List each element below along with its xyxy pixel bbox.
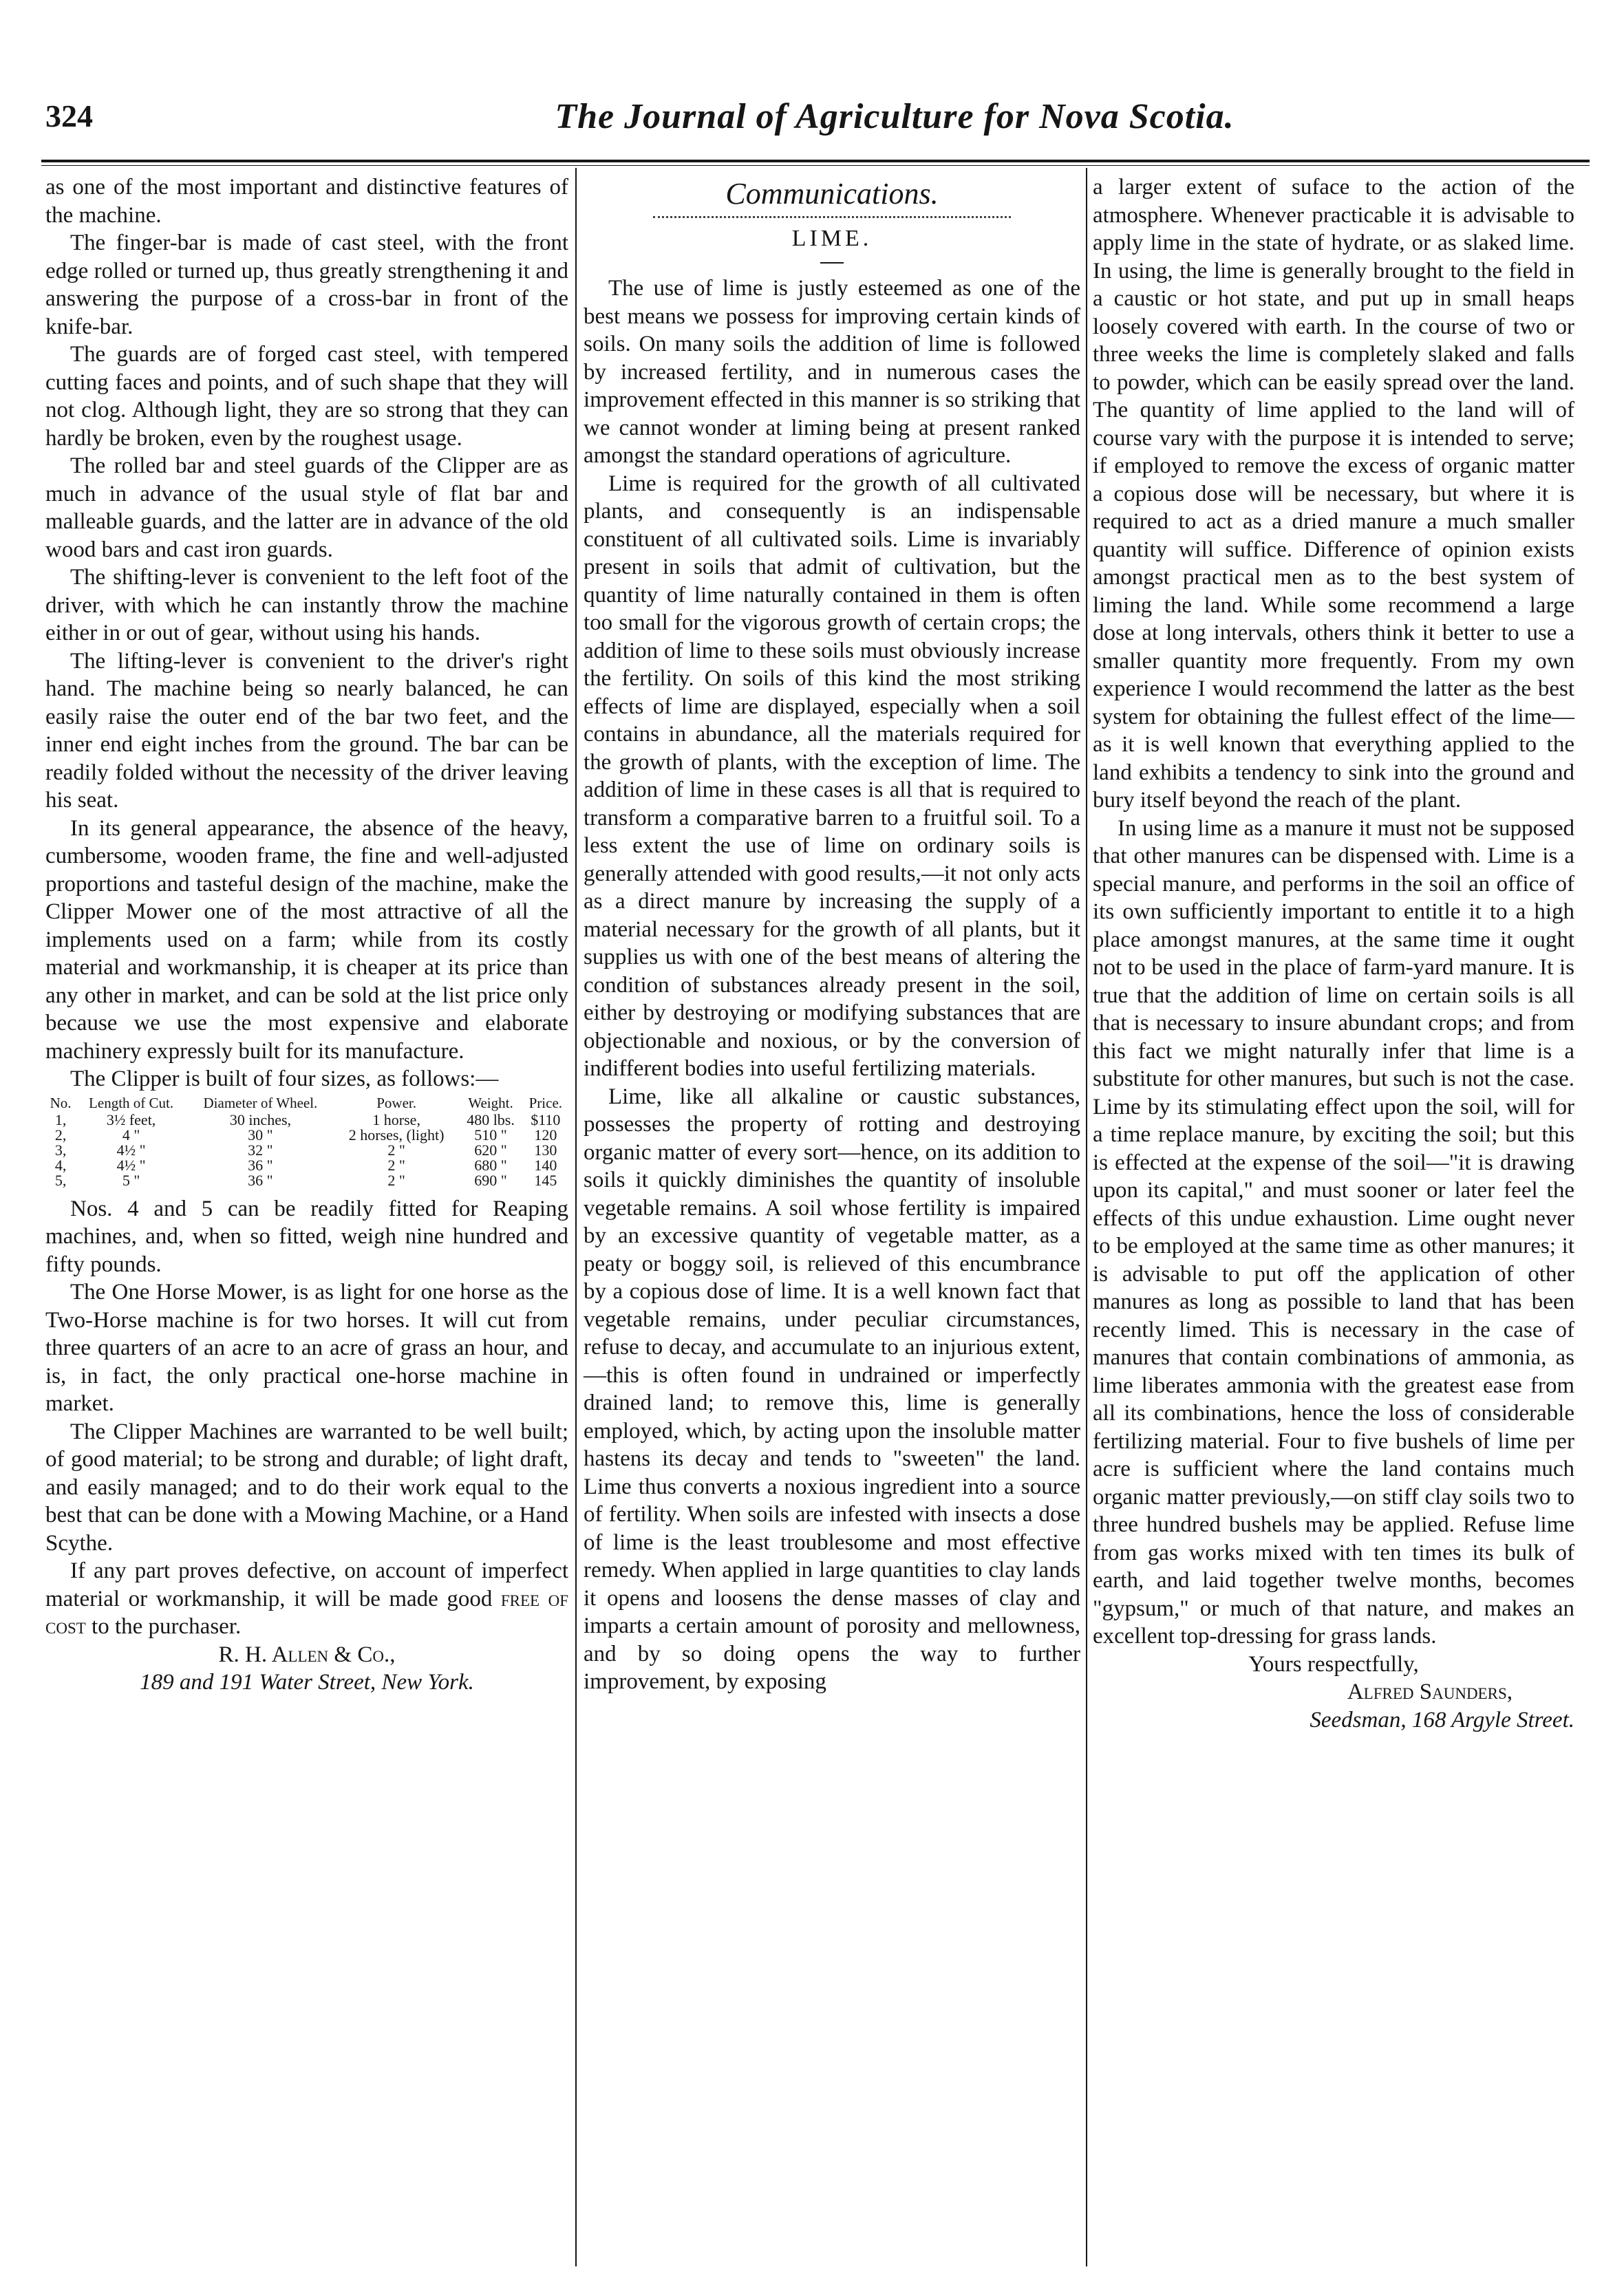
paragraph-text: If any part proves defective, on account of imperfect material or workmanship, it will be made good [45,1558,568,1611]
table-row [45,1128,568,1143]
running-head: The Journal of Agriculture for Nova Scotia. [555,97,1235,136]
table-cell: 1, [54,1111,67,1128]
table-cell: 30 inches, [229,1111,292,1128]
price-table-header: Price. [528,1094,563,1111]
table-cell: 4½ " [116,1141,146,1159]
letter-closing: Yours respectfully, [1248,1651,1419,1677]
paragraph: a larger extent of suface to the action of the atmosphere. Whenever practicable it is advisable to apply lime in the state of hydrate, or as slaked lime. In using, the lime is generally brought to the field in a caustic or hot state, and put up in small heaps loosely covered with earth. In the course of two or three weeks the lime is completely slaked and falls to powder, which can be easily spread over the land. The quantity of lime applied to the land will of course vary with the purpose it is intended to serve; if employed to remove the excess of organic matter a copious dose will be necessary, but where it is required to act as a dried manure a much smaller quantity will suffice. Difference of opinion exists amongst practical men as to the best system of liming the land. While some recommend a large dose at long intervals, others think it better to use a smaller quantity more frequently. From my own experience I would recommend the latter as the best system for obtaining the fullest effect of the lime—as it is well known that everything applied to the land exhibits a tendency to sink into the ground and bury itself beyond the reach of the plant. [1093,175,1574,813]
letter-address: Seedsman, 168 Argyle Street. [1310,1707,1574,1732]
column-2 [584,173,1080,1696]
page-number: 324 [45,98,93,133]
paragraph: as one of the most important and distinctive features of the machine. [45,175,568,228]
paragraph: In using lime as a manure it must not be supposed that other manures can be dispensed with. Lime is a special manure, and performs in the soil an office of its own sufficiently important to entitle it to a high place amongst manures, at the same time it ought not to be used in the place of farm-yard manure. It is true that the addition of lime on certain soils is all that is necessary to insure abundant crops; and from this fact we might naturally infer that lime is a substitute for other manures, but such is not the case. Lime by its stimulating effect upon the soil, will for a time replace manure, by exciting the soil; but this is effected at the expense of the soil—"it is drawing upon its capital," and must sooner or later feel the effects of this undue exhaustion. Lime ought never to be employed at the same time as other manures; it is advisable to put off the application of other manures as long as possible to land that has been recently limed. This is necessary in the case of manures that contain combinations of ammonia, as lime liberates ammonia with the greatest ease from all its combinations, hence the loss of considerable fertilizing material. Four to five bushels of lime per acre is sufficient where the land contains much organic matter previously,—on stiff clay soils two to three hundred bushels may be applied. Refuse lime from gas works mixed with ten times its bulk of earth, and laid together twelve months, becomes "gypsum," or much of that nature, and makes an excellent top-dressing for grass lands. [1093,815,1574,1649]
paragraph: Lime, like all alkaline or caustic substances, possesses the property of rotting and destroying organic matter of every sort—hence, on its addition to soils it quickly diminishes the quantity of insoluble vegetable remains. A soil whose fertility is impaired by an excessive quantity of vegetable matter, as a peaty or boggy soil, is relieved of this encumbrance by a copious dose of lime. It is a well known fact that vegetable remains, under peculiar circumstances, refuse to decay, and accumulate to an injurious extent,—this is often found in undrained or imperfectly drained land; to remove this, lime is generally employed, which, by acting upon the insoluble matter hastens its decay and tends to "sweeten" the land. Lime thus converts a noxious ingredient into a source of fertility. When soils are infested with insects a dose of lime is the least troublesome and most effective remedy. When applied in large quantities to clay lands it opens and loosens the dense masses of clay and imparts a certain amount of porosity and mellowness, and by so doing opens the way to further improvement, by exposing [584,1084,1080,1694]
column-3 [1093,173,1574,1734]
table-cell: 5 " [122,1171,140,1189]
paragraph-text: to the purchaser. [85,1614,242,1639]
free-of-cost-text: free of cost [45,1586,568,1639]
header-rule-thin [41,165,1590,166]
price-table-header: No. [50,1094,72,1111]
price-table-header: Power. [376,1094,416,1111]
table-cell: 36 " [248,1171,273,1189]
table-cell: 140 [534,1156,557,1174]
paragraph: Lime is required for the growth of all cultivated plants, and consequently is an indispensable constituent of all cultivated soils. Lime is invariably present in soils that admit of cultivation, but the quantity of lime naturally contained in them is often too small for the vigorous growth of certain crops; the addition of lime to these soils must obviously increase the fertility. On soils of this kind the most striking effects of lime are displayed, especially when a soil contains in abundance, all the materials required for the growth of plants, with the exception of lime. The addition of lime in these cases is all that is required to transform a comparative barren to a fruitful soil. To a less extent the use of lime on ordinary soils is generally attended with good results,—it not only acts as a direct manure by increasing the supply of a material necessary for the growth of all plants, but it supplies us with one of the best means of altering the condition of substances already present in the soil, either by destroying or modifying substances that are objectionable and noxious, or by the conversion of indifferent bodies into useful fertilizing materials. [584,471,1080,1081]
paragraph: The Clipper is built of four sizes, as follows:— [70,1066,499,1091]
column-rule-2 [1086,168,1087,2266]
paragraph: The One Horse Mower, is as light for one horse as the Two-Horse machine is for two horses. It will cut from three quarters of an acre to an acre of grass an hour, and is, in fact, the only practical one-horse machine in market. [45,1280,568,1416]
paragraph: The shifting-lever is convenient to the left foot of the driver, with which he can instantly throw the machine either in or out of gear, without using his hands. [45,565,568,645]
paragraph: In its general appearance, the absence of the heavy, cumbersome, wooden frame, the fine and well-adjusted proportions and tasteful design of the machine, make the Clipper Mower one of the most attractive of all the implements used on a farm; while from its costly material and workmanship, it is cheaper at its price than any other in market, and can be sold at the list price only because we use the most expensive and elaborate machinery expressly built for its manufacture. [45,815,568,1064]
price-table-header-row [45,1096,568,1113]
paragraph: Nos. 4 and 5 can be readily fitted for Reaping machines, and, when so fitted, weigh nine hundred and fifty pounds. [45,1196,568,1277]
title-rule [820,262,844,264]
table-cell: 620 " [474,1141,507,1159]
advertiser-signature: R. H. Allen & Co., [218,1642,396,1667]
table-row [45,1113,568,1128]
table-row [45,1143,568,1158]
table-cell: 145 [534,1171,557,1189]
price-table-header: Weight. [468,1094,513,1111]
paragraph: The Clipper Machines are warranted to be well built; of good material; to be strong and durable; of light draft, and easily managed; and to do their work equal to the best that can be done with a Mowing Machine, or a Hand Scythe. [45,1419,568,1556]
table-cell: 2 " [387,1156,405,1174]
advertiser-address: 189 and 191 Water Street, New York. [140,1670,474,1695]
table-cell: 2 horses, (light) [348,1126,445,1144]
table-cell: 120 [534,1126,557,1144]
table-cell: 32 " [248,1141,273,1159]
table-cell: 4, [54,1156,67,1174]
table-cell: 2 " [387,1171,405,1189]
table-cell: 3, [54,1141,67,1159]
price-table [45,1096,568,1188]
table-cell: 1 horse, [372,1111,420,1128]
section-heading: Communications. [725,177,939,211]
table-cell: 30 " [248,1126,273,1144]
table-cell: 4½ " [116,1156,146,1174]
table-row [45,1173,568,1188]
table-cell: 130 [534,1141,557,1159]
paragraph: The rolled bar and steel guards of the Clipper are as much in advance of the usual style of flat bar and malleable guards, and the latter are in advance of the old wood bars and cast iron guards. [45,453,568,562]
paragraph: The use of lime is justly esteemed as one of the best means we possess for improving certain kinds of soils. On many soils the addition of lime is followed by increased fertility, and in numerous cases the improvement effected in this manner is so striking that we cannot wonder at liming being at present ranked amongst the standard operations of agriculture. [584,276,1080,468]
paragraph: The finger-bar is made of cast steel, with the front edge rolled or turned up, thus greatly strengthening it and answering the purpose of a cross-bar in front of the knife-bar. [45,230,568,339]
price-table-header: Diameter of Wheel. [203,1094,318,1111]
table-cell: 2, [54,1126,67,1144]
table-cell: 4 " [122,1126,140,1144]
table-row [45,1158,568,1173]
table-cell: 480 lbs. [467,1111,515,1128]
dotted-rule [653,216,1011,218]
table-cell: 680 " [474,1156,507,1174]
table-cell: 2 " [387,1141,405,1159]
letter-signature: Alfred Saunders, [1347,1680,1513,1704]
table-cell: 5, [54,1171,67,1189]
price-table-header: Length of Cut. [89,1094,174,1111]
table-cell: 690 " [474,1171,507,1189]
table-cell: 36 " [248,1156,273,1174]
table-cell: 510 " [474,1126,507,1144]
column-rule-1 [575,168,577,2266]
column-1 [45,173,568,1697]
header-rule-thick [41,160,1590,162]
paragraph [45,1557,568,1641]
article-title: LIME. [791,226,873,251]
table-cell: 3½ feet, [106,1111,156,1128]
paragraph: The guards are of forged cast steel, with tempered cutting faces and points, and of such shape that they will not clog. Although light, they are so strong that they can hardly be broken, even by the roughest usage. [45,342,568,451]
table-cell: $110 [531,1111,561,1128]
paragraph: The lifting-lever is convenient to the driver's right hand. The machine being so nearly balanced, he can easily raise the outer end of the bar two feet, and the inner end eight inches from the ground. The bar can be readily folded without the necessity of the driver leaving his seat. [45,648,568,813]
